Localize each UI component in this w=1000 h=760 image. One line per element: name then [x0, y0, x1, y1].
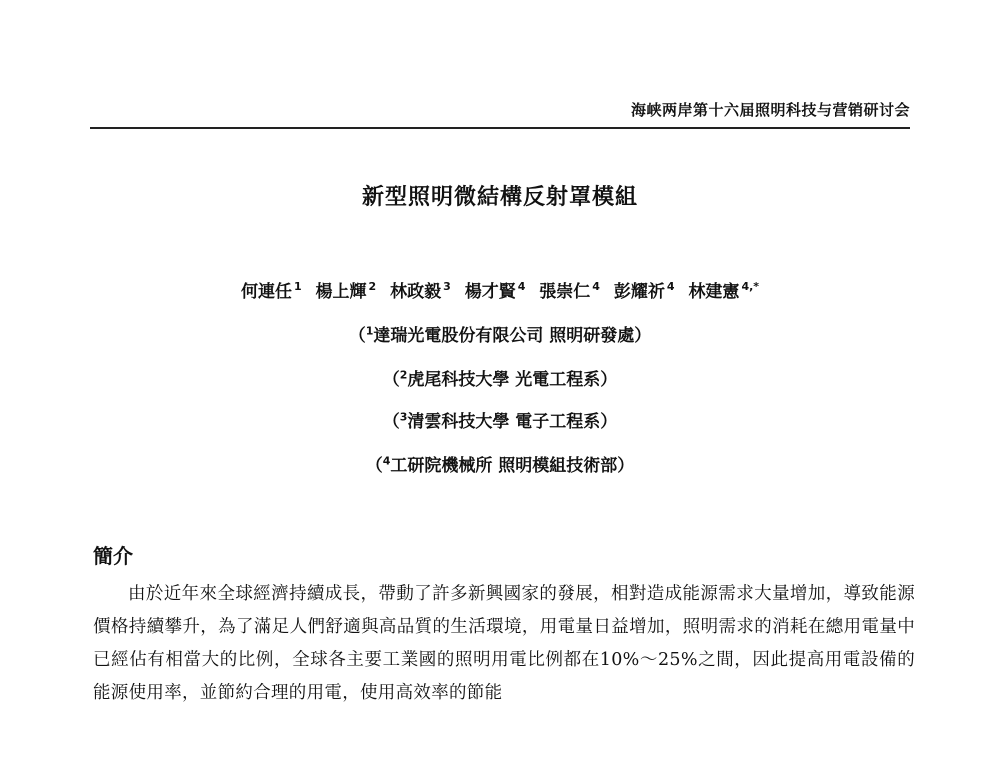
affiliation: （$^3$清雲科技大學 電子工程系）	[382, 410, 618, 432]
author-mark: 2	[368, 280, 377, 294]
author-list	[0, 277, 1000, 302]
section-heading: 簡介	[93, 544, 133, 568]
author-mark: 4,*	[741, 280, 760, 294]
affiliation-text: 工研院機械所 照明模組技術部	[390, 456, 618, 476]
author-name: 林政毅	[390, 282, 442, 302]
author-name: 張崇仁	[539, 282, 591, 302]
author-mark: 3	[443, 280, 451, 294]
author-name: 楊才賢	[464, 282, 516, 302]
author-mark: 4	[517, 280, 526, 294]
conference-header: 海峡两岸第十六届照明科技与营销研讨会	[630, 101, 910, 119]
affiliation-text: 達瑞光電股份有限公司 照明研發處	[373, 326, 635, 346]
author	[614, 282, 675, 302]
header-rule	[90, 127, 910, 129]
affiliation-mark: 2	[399, 368, 408, 382]
affiliation: （$^1$達瑞光電股份有限公司 照明研發處）	[348, 324, 652, 346]
body-paragraph: 由於近年來全球經濟持續成長，帶動了許多新興國家的發展，相對造成能源需求大量增加，導致能源價格持續攀升，為了滿足人們舒適與高品質的生活環境，用電量日益增加，照明需求的消耗在總用電量中已經佔有相當大的比例，全球各主要工業國的照明用電比例都在10%～25%之間，因此提高用電設備的能源使用率，並節約合理的用電，使用高效率的節能	[93, 584, 915, 703]
affiliation-text: 虎尾科技大學 光電工程系	[407, 370, 601, 390]
affiliation-mark: 1	[365, 324, 374, 338]
affiliation: （$^4$工研院機械所 照明模組技術部）	[365, 454, 635, 476]
author-name: 彭耀祈	[613, 282, 665, 302]
affiliation-mark: 3	[399, 410, 408, 424]
affiliation: （$^2$虎尾科技大學 光電工程系）	[382, 368, 618, 390]
author	[241, 282, 302, 302]
author	[688, 282, 759, 302]
author-mark: 1	[293, 280, 302, 294]
affiliation-text: 清雲科技大學 電子工程系	[407, 412, 601, 432]
author-name: 楊上輝	[315, 282, 367, 302]
author	[390, 282, 451, 302]
affiliation-mark: 4	[382, 454, 391, 468]
author	[465, 282, 526, 302]
author-mark: 4	[666, 280, 675, 294]
author-name: 林建憲	[688, 282, 740, 302]
paper-title: 新型照明微結構反射罩模組	[361, 185, 638, 210]
author	[539, 282, 600, 302]
author-name: 何連任	[240, 282, 292, 302]
author-mark: 4	[592, 280, 600, 294]
author	[316, 282, 377, 302]
